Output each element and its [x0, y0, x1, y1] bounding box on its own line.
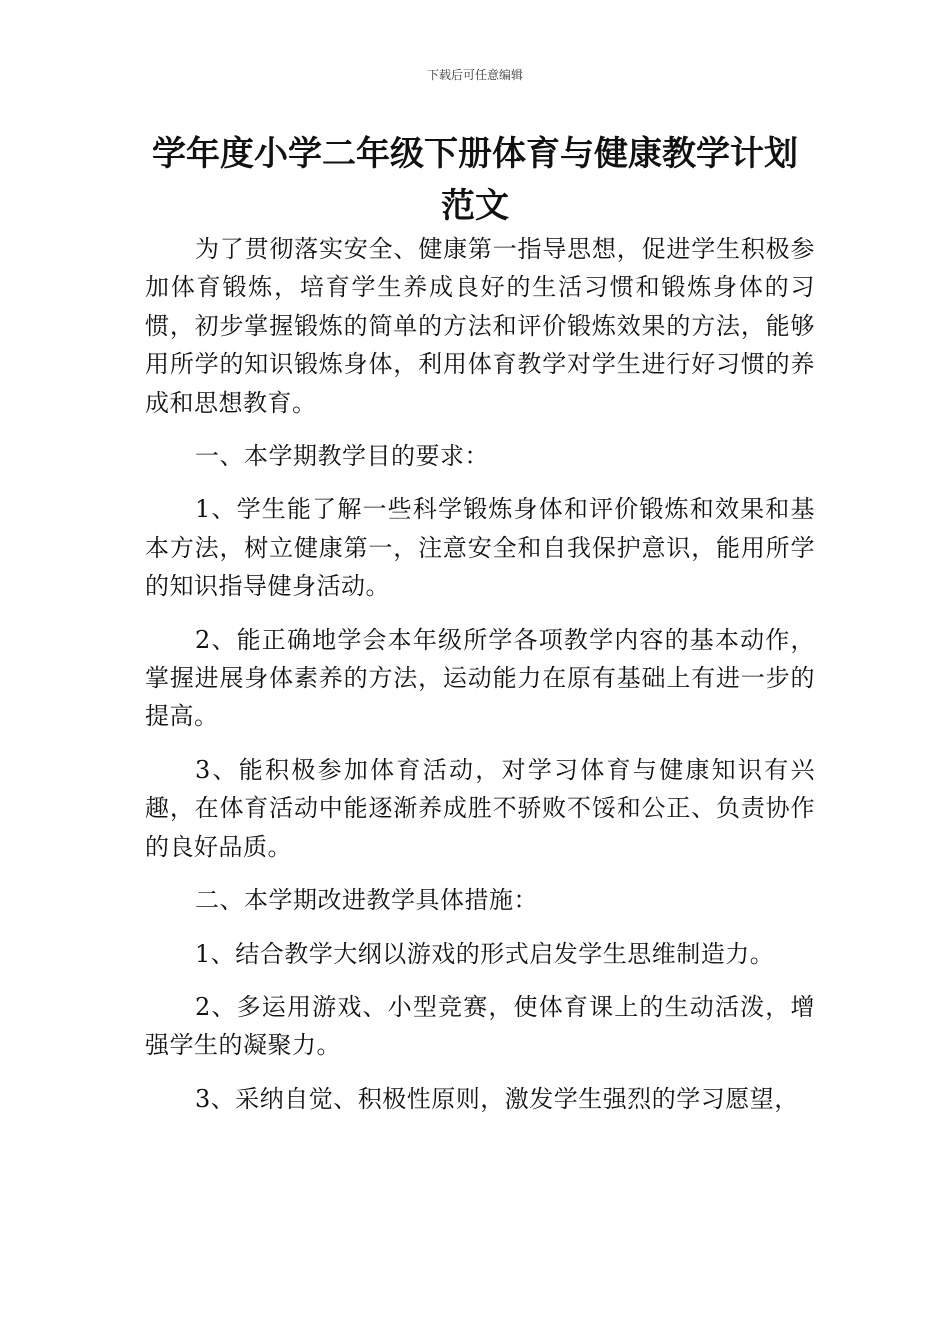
document-body	[145, 230, 815, 1118]
document-title: 学年度小学二年级下册体育与健康教学计划范文	[152, 134, 798, 226]
intro-paragraph: 为了贯彻落实安全、健康第一指导思想，促进学生积极参加体育锻炼，培育学生养成良好的生活习惯和锻炼身体的习惯，初步掌握锻炼的简单的方法和评价锻炼效果的方法，能够用所学的知识锻炼身体，利用体育教学对学生进行好习惯的养成和思想教育。	[145, 235, 815, 417]
section-heading-measures: 二、本学期改进教学具体措施：	[195, 886, 538, 915]
goal-item-1: 1、学生能了解一些科学锻炼身体和评价锻炼和效果和基本方法，树立健康第一，注意安全和自我保护意识，能用所学的知识指导健身活动。	[145, 495, 815, 601]
measure-item-2: 2、多运用游戏、小型竞赛，使体育课上的生动活泼，增强学生的凝聚力。	[145, 992, 815, 1060]
section-heading-goals: 一、本学期教学目的要求：	[195, 442, 489, 471]
goal-item-2: 2、能正确地学会本年级所学各项教学内容的基本动作，掌握进展身体素养的方法，运动能力在原有基础上有进一步的提高。	[145, 625, 815, 731]
measure-item-3: 3、采纳自觉、积极性原则，激发学生强烈的学习愿望，	[195, 1084, 799, 1113]
goal-item-3: 3、能积极参加体育活动，对学习体育与健康知识有兴趣，在体育活动中能逐渐养成胜不骄败不馁和公正、负责协作的良好品质。	[145, 755, 815, 861]
page-header-note: 下载后可任意编辑	[426, 68, 523, 82]
measure-item-1: 1、结合教学大纲以游戏的形式启发学生思维制造力。	[195, 939, 775, 968]
